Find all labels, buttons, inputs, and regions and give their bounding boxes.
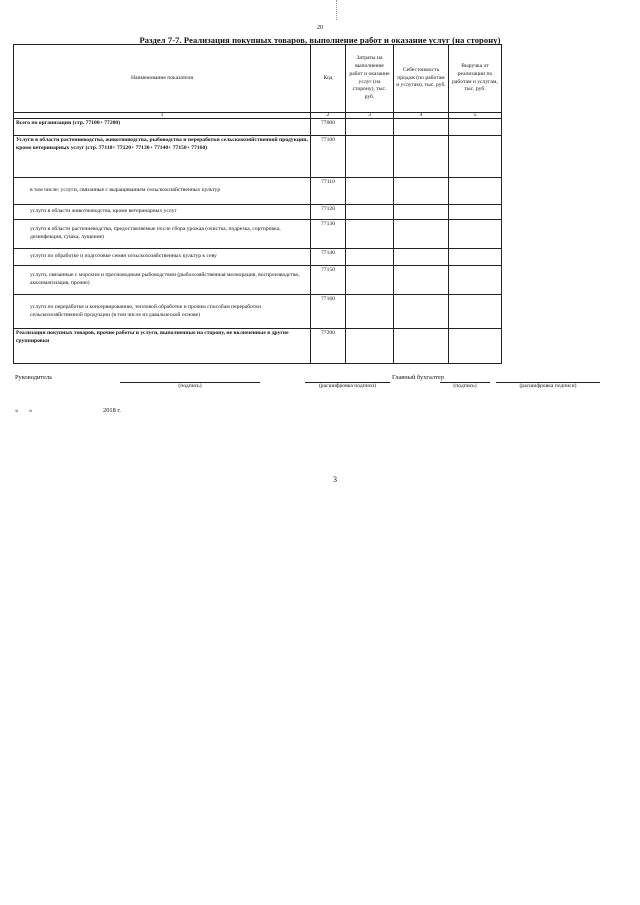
cell-revenue[interactable] <box>449 178 502 205</box>
cell-revenue[interactable] <box>449 136 502 178</box>
head-decode-caption: (расшифровка подписи) <box>318 383 377 389</box>
accountant-decode-caption: (расшифровка подписи) <box>519 383 577 389</box>
row-name: услуги в области животноводства, кроме ветеринарных услуг <box>14 205 311 220</box>
table-row <box>14 249 502 266</box>
row-code: 77120 <box>311 205 346 220</box>
cell-revenue[interactable] <box>449 220 502 249</box>
cell-costs[interactable] <box>346 119 394 136</box>
accountant-signature-caption: (подпись) <box>453 383 477 389</box>
row-code: 77130 <box>311 220 346 249</box>
cell-cost-of-sales[interactable] <box>394 136 449 178</box>
scan-artifact <box>336 0 337 20</box>
row-name: Реализация покупных товаров, прочие работы и услуги, выполненные на сторону, не включенные в другие группировки <box>14 329 311 364</box>
row-code: 77200 <box>311 329 346 364</box>
row-code: 77100 <box>311 136 346 178</box>
cell-cost-of-sales[interactable] <box>394 119 449 136</box>
row-code: 77000 <box>311 119 346 136</box>
col-number: 1 <box>14 113 311 119</box>
cell-costs[interactable] <box>346 220 394 249</box>
cell-cost-of-sales[interactable] <box>394 205 449 220</box>
cell-revenue[interactable] <box>449 249 502 266</box>
cell-costs[interactable] <box>346 249 394 266</box>
table-row <box>14 119 502 136</box>
cell-costs[interactable] <box>346 178 394 205</box>
col-number: 4 <box>394 113 449 119</box>
row-name: в том числе: услуги, связанные с выращиванием сельскохозяйственных культур <box>14 178 311 205</box>
col-number: 3 <box>346 113 394 119</box>
cell-revenue[interactable] <box>449 329 502 364</box>
cell-costs[interactable] <box>346 266 394 295</box>
row-code: 77140 <box>311 249 346 266</box>
table-row <box>14 220 502 249</box>
header-revenue: Выручка от реализации по работам и услугам, тыс. руб. <box>449 45 502 113</box>
table-row <box>14 136 502 178</box>
table-row <box>14 205 502 220</box>
cell-costs[interactable] <box>346 295 394 329</box>
head-label: Руководитель <box>15 374 53 381</box>
head-signature-caption: (подпись) <box>178 383 202 389</box>
row-code: 77110 <box>311 178 346 205</box>
cell-cost-of-sales[interactable] <box>394 178 449 205</box>
header-name: Наименование показателя <box>14 45 311 113</box>
cell-costs[interactable] <box>346 329 394 364</box>
date-year: 2018 г. <box>103 407 121 414</box>
date-open-quote: « <box>15 407 19 414</box>
page-number: 20 <box>317 25 323 31</box>
cell-revenue[interactable] <box>449 266 502 295</box>
section-title: Раздел 7-7. Реализация покупных товаров, выполнение работ и оказание услуг (на сторону) <box>139 35 501 45</box>
table-row <box>14 295 502 329</box>
row-name: услуги, связанные с морским и пресноводным рыбоводством (рыбохозяйственная мелиорация, воспроизводство, акклиматизация, прочие) <box>14 266 311 295</box>
cell-revenue[interactable] <box>449 119 502 136</box>
header-cost-of-sales: Себестоимость продаж (по работам и услугам), тыс. руб. <box>394 45 449 113</box>
row-code: 77150 <box>311 266 346 295</box>
cell-revenue[interactable] <box>449 205 502 220</box>
row-name: Всего по организации (стр. 77100+ 77200) <box>14 119 311 136</box>
table-row <box>14 329 502 364</box>
header-costs: Затраты на выполнение работ и оказание услуг (на сторону), тыс. руб. <box>346 45 394 113</box>
scan-mark: 3 <box>333 475 337 484</box>
header-code: Код <box>311 45 346 113</box>
col-number: 5 <box>449 113 502 119</box>
cell-cost-of-sales[interactable] <box>394 220 449 249</box>
cell-cost-of-sales[interactable] <box>394 266 449 295</box>
row-name: Услуги в области растениеводства, животноводства, рыбоводства и переработки сельскохозяйственной продукции, кроме ветеринарных услуг (стр. 77110+ 77120+ 77130+ 77140+ 77150+ 77160) <box>14 136 311 178</box>
report-table <box>13 44 502 364</box>
cell-revenue[interactable] <box>449 295 502 329</box>
cell-costs[interactable] <box>346 136 394 178</box>
table-row <box>14 266 502 295</box>
row-name: услуги по переработке и консервированию, тепловой обработке и прочим способам переработки сельскохозяйственной продукции (в том числе из давальческой основе) <box>14 295 311 329</box>
accountant-label: Главный бухгалтер <box>392 374 444 381</box>
date-close-quote: » <box>29 407 33 414</box>
cell-cost-of-sales[interactable] <box>394 249 449 266</box>
cell-costs[interactable] <box>346 205 394 220</box>
col-number: 2 <box>311 113 346 119</box>
cell-cost-of-sales[interactable] <box>394 329 449 364</box>
row-name: услуги в области растениеводства, предоставляемые после сбора урожая (очистка, подрезка, сортировка, дезинфекция, сушка, лущение) <box>14 220 311 249</box>
cell-cost-of-sales[interactable] <box>394 295 449 329</box>
row-name: услуги по обработке и подготовке семян сельскохозяйственных культур к севу <box>14 249 311 266</box>
row-code: 77160 <box>311 295 346 329</box>
table-row <box>14 178 502 205</box>
